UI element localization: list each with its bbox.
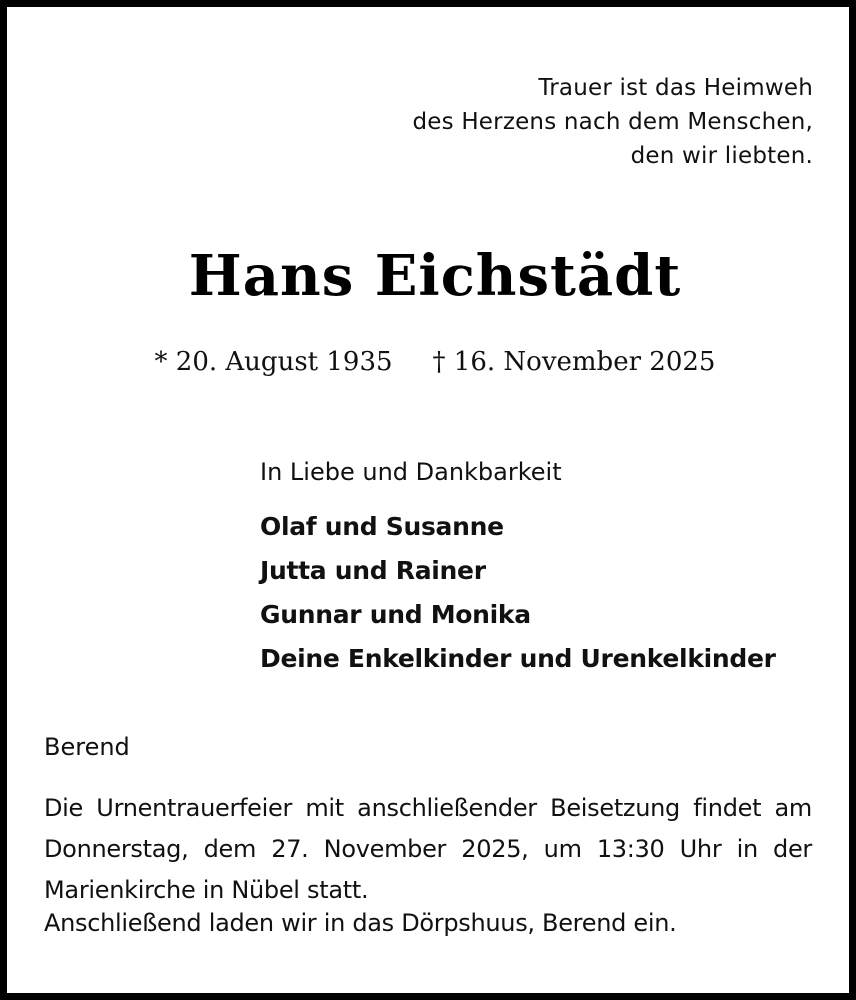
death-date: † 16. November 2025 <box>432 347 716 377</box>
place-name: Berend <box>44 733 130 761</box>
mourner-name: Deine Enkelkinder und Urenkelkinder <box>260 644 776 673</box>
quote-line: des Herzens nach dem Menschen, <box>412 109 813 135</box>
reception-invitation: Anschließend laden wir in das Dörpshuus, Berend ein. <box>44 909 677 937</box>
mourners-intro: In Liebe und Dankbarkeit <box>260 458 562 486</box>
memorial-quote <box>412 71 813 173</box>
mourner-name: Jutta und Rainer <box>260 556 486 585</box>
birth-date: * 20. August 1935 <box>154 347 393 377</box>
mourners-block <box>260 455 776 681</box>
service-details: Die Urnentrauerfeier mit anschließender Beisetzung findet am Donnerstag, dem 27. November 2025, um 13:30 Uhr in der Marienkirche in Nübel statt. <box>44 794 812 904</box>
life-dates <box>7 347 856 377</box>
quote-line: Trauer ist das Heimweh <box>538 75 813 101</box>
mourner-name: Gunnar und Monika <box>260 600 531 629</box>
mourner-name: Olaf und Susanne <box>260 512 504 541</box>
quote-line: den wir liebten. <box>630 143 813 169</box>
deceased-name: Hans Eichstädt <box>188 243 682 309</box>
